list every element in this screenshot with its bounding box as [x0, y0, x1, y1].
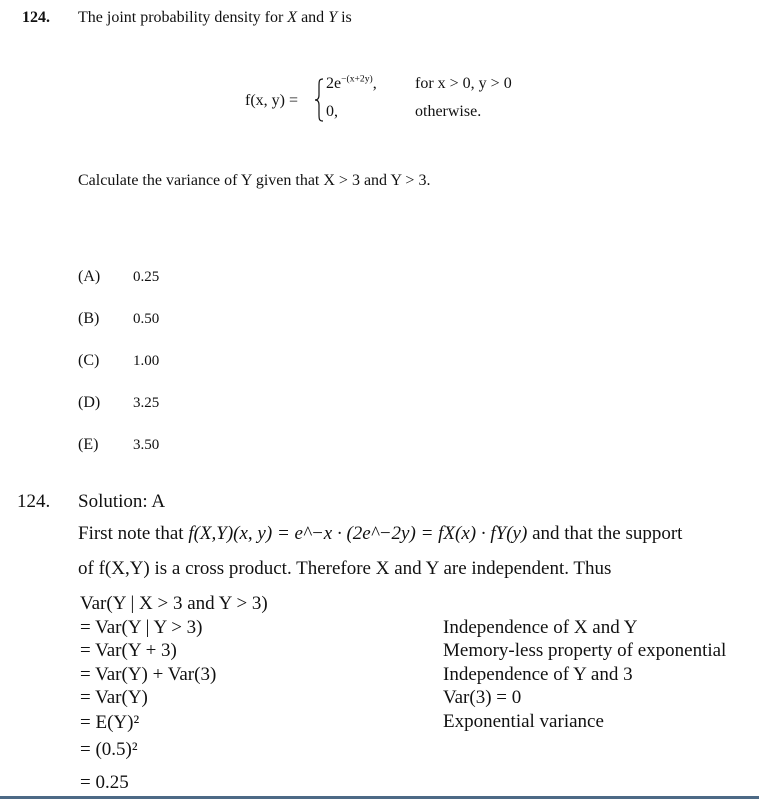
option-d-value: 3.25 — [133, 395, 160, 411]
brace-symbol — [314, 78, 324, 122]
option-b-letter: (B) — [78, 310, 100, 327]
step: = (0.5)² — [80, 739, 138, 760]
reason: Memory-less property of exponential — [443, 640, 727, 661]
option-c-letter: (C) — [78, 352, 100, 369]
reason: Exponential variance — [443, 711, 604, 732]
problem-number: 124. — [22, 9, 50, 26]
reason: Independence of X and Y — [443, 617, 638, 638]
step: = Var(Y | Y > 3) — [80, 617, 203, 638]
option-e-value: 3.50 — [133, 437, 160, 453]
question-text: Calculate the variance of Y given that X > 3 and Y > 3. — [78, 172, 431, 189]
option-c-value: 1.00 — [133, 353, 160, 369]
step: = 0.25 — [80, 772, 129, 793]
solution-line-1: First note that f(X,Y)(x, y) = e^−x · (2e^−2y) = fX(x) · fY(y) and that the support — [78, 523, 683, 544]
solution-heading: Solution: A — [78, 491, 166, 512]
step: = E(Y)² — [80, 712, 140, 733]
option-a-letter: (A) — [78, 268, 101, 285]
reason: Var(3) = 0 — [443, 687, 522, 708]
option-e-letter: (E) — [78, 436, 99, 453]
problem-intro: The joint probability density for X and Y is — [78, 9, 352, 26]
step: Var(Y | X > 3 and Y > 3) — [80, 593, 268, 614]
solution-line-2: of f(X,Y) is a cross product. Therefore X and Y are independent. Thus — [78, 558, 612, 579]
formula-lhs: f(x, y) = — [245, 92, 299, 109]
bottom-divider — [0, 796, 759, 799]
step: = Var(Y) + Var(3) — [80, 664, 217, 685]
step: = Var(Y) — [80, 687, 148, 708]
formula-case2-condition: otherwise. — [415, 103, 482, 120]
option-d-letter: (D) — [78, 394, 101, 411]
step: = Var(Y + 3) — [80, 640, 177, 661]
option-a-value: 0.25 — [133, 269, 160, 285]
formula-case1-condition: for x > 0, y > 0 — [415, 75, 512, 92]
reason: Independence of Y and 3 — [443, 664, 633, 685]
formula-case1: $2e^{-(x+2y)}$, — [326, 73, 377, 92]
formula-case2: 0, — [326, 103, 338, 120]
solution-number: 124. — [17, 491, 51, 512]
option-b-value: 0.50 — [133, 311, 160, 327]
